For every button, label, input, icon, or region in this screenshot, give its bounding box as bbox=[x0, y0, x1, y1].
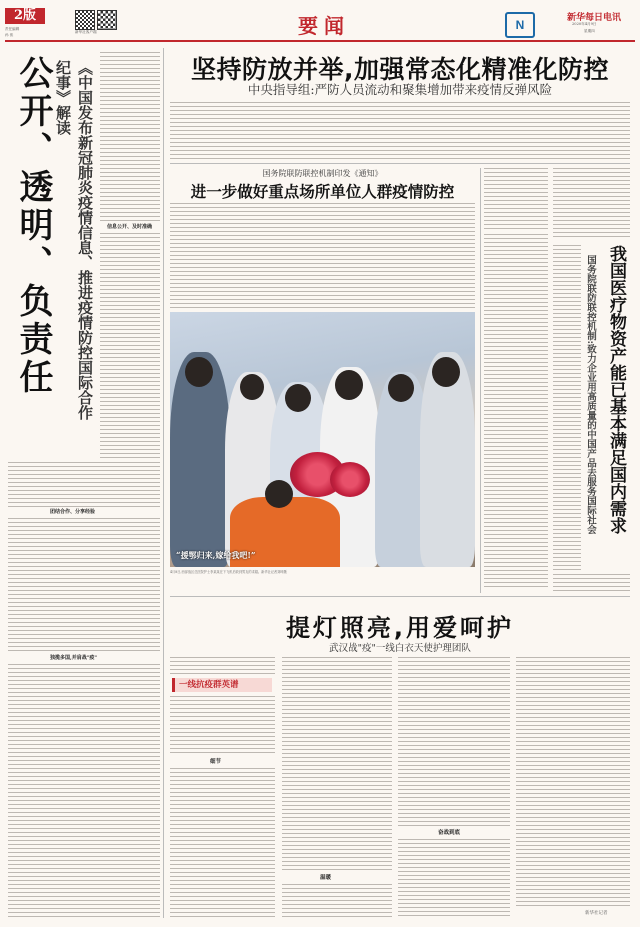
top-subhead: 中央指导组:严防人员流动和聚集增加带来疫情反弹风险 bbox=[247, 82, 553, 97]
paper-logo-icon: N bbox=[505, 12, 535, 38]
heroes-box-title: 一线抗疫群英谱 bbox=[172, 678, 272, 692]
page-number-badge: 2版 bbox=[5, 8, 45, 24]
left-headline: 公开、透明、负责任 bbox=[13, 55, 53, 397]
mid-body bbox=[170, 203, 475, 308]
bottom-story-rule bbox=[170, 596, 630, 597]
app-label: 新华社客户端 bbox=[75, 30, 97, 34]
bottom-headline: 提灯照亮,用爱呵护 bbox=[285, 614, 515, 642]
photo-caption-label: “援鄂归来,嫁给我吧!” bbox=[176, 550, 256, 560]
editor-name: 孙 侠 bbox=[5, 33, 14, 37]
mid-kicker: 国务院联防联控机制印发《通知》 bbox=[262, 169, 383, 178]
bottom-sub-2: 温暖 bbox=[320, 875, 332, 881]
photo-caption: 4月8日,西部战区总医院护士李某某在下飞机后收到男友的求婚。新华社记者刘坤摄 bbox=[170, 570, 287, 574]
right-body-col bbox=[484, 234, 548, 590]
bottom-body-2b bbox=[282, 884, 392, 918]
bottom-body-1 bbox=[170, 657, 275, 674]
masthead-rule bbox=[5, 40, 635, 42]
bottom-body-1b bbox=[170, 696, 275, 756]
bottom-subhead: 武汉战"疫"一线白衣天使护理团队 bbox=[329, 643, 471, 654]
bottom-body-3b bbox=[398, 839, 510, 918]
editor-label: 责任编辑 bbox=[5, 27, 20, 31]
top-body bbox=[170, 102, 630, 160]
left-body-top bbox=[100, 52, 160, 222]
bottom-body-4 bbox=[516, 657, 630, 909]
left-side-title: 《中国发布新冠肺炎疫情信息、推进疫情防控国际合作纪事》解读 bbox=[54, 60, 94, 420]
left-sub-1: 信息公开、及时准确 bbox=[107, 224, 153, 230]
bottom-byline: 新华社记者 bbox=[585, 911, 608, 916]
bottom-body-2 bbox=[282, 657, 392, 872]
right-subhead: 国务院联防联控机制:致力企业用高质量的中国产品去服务国际社会 bbox=[585, 255, 596, 535]
paper-name: 新华每日电讯 bbox=[567, 13, 622, 23]
mid-right-divider bbox=[480, 168, 481, 593]
qr-code-icon-2 bbox=[97, 10, 117, 30]
left-divider bbox=[163, 48, 164, 918]
bottom-body-1c bbox=[170, 768, 275, 918]
mid-headline: 进一步做好重点场所单位人群疫情防控 bbox=[190, 183, 455, 201]
right-body-upper bbox=[553, 168, 630, 238]
left-body-mid bbox=[100, 233, 160, 458]
left-sub-3: 独揽多国,并肩战"疫" bbox=[50, 655, 97, 661]
bottom-sub-1: 细节 bbox=[210, 759, 222, 765]
left-body-wide bbox=[8, 462, 160, 507]
right-body-lower bbox=[553, 574, 630, 592]
bottom-sub-3: 奋战到底 bbox=[438, 830, 461, 836]
left-body-2 bbox=[8, 518, 160, 653]
qr-code-icon bbox=[75, 10, 95, 30]
section-title: 要闻 bbox=[298, 14, 350, 38]
top-headline: 坚持防放并举,加强常态化精准化防控 bbox=[191, 55, 609, 84]
bottom-body-3 bbox=[398, 657, 510, 827]
right-headline: 我国医疗物资产能已基本满足国内需求 bbox=[606, 245, 626, 534]
left-body-3 bbox=[8, 664, 160, 919]
news-photo bbox=[170, 312, 475, 567]
top-story-rule bbox=[170, 163, 630, 164]
left-sub-2: 团结合作、分享经验 bbox=[50, 509, 96, 515]
issue-date: 2020年4月9日 bbox=[572, 22, 597, 26]
issue-weekday: 星期四 bbox=[584, 29, 595, 33]
right-body-side bbox=[553, 245, 581, 570]
right-body-mid bbox=[484, 168, 548, 230]
